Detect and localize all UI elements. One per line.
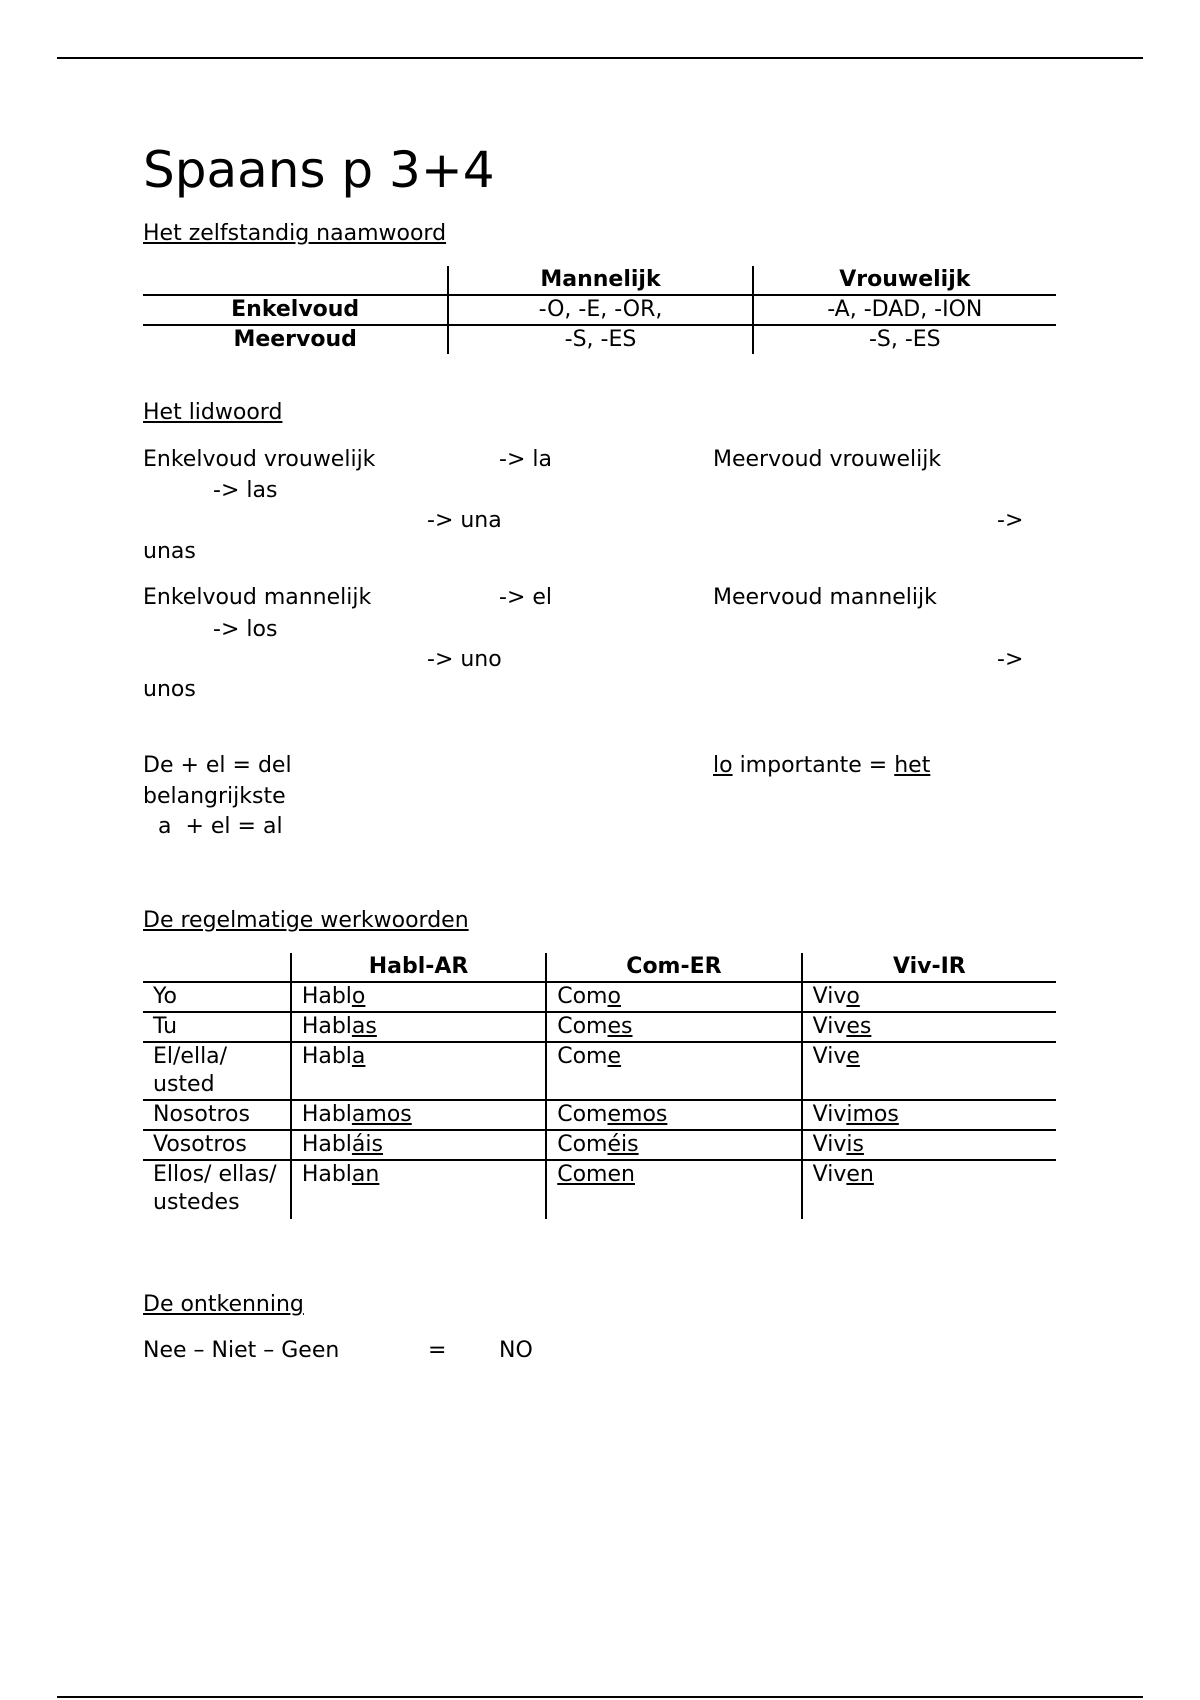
article-uno: -> uno bbox=[427, 647, 502, 672]
section-heading-noun: Het zelfstandig naamwoord bbox=[143, 221, 447, 246]
verb-stem: Habl bbox=[301, 1014, 352, 1039]
pronoun-cell: Vosotros bbox=[143, 1130, 291, 1160]
verb-ending: en bbox=[846, 1162, 874, 1187]
conjugation-cell bbox=[291, 1100, 546, 1130]
verb-ending: as bbox=[351, 1014, 377, 1039]
table-cell: -A, -DAD, -ION bbox=[753, 295, 1056, 325]
article-mv-vrouw: Meervoud vrouwelijk bbox=[713, 447, 942, 472]
verb-ending: imos bbox=[846, 1102, 899, 1127]
verb-stem: Viv bbox=[812, 1102, 847, 1127]
table-row bbox=[143, 325, 1056, 354]
conjugation-cell bbox=[291, 1012, 546, 1042]
table-header-er: Com-ER bbox=[546, 953, 801, 982]
lo-word: lo bbox=[713, 753, 733, 778]
verb-ending: a bbox=[351, 1044, 366, 1069]
table-header-mannelijk: Mannelijk bbox=[448, 266, 752, 295]
importante-text: importante = bbox=[732, 753, 895, 778]
verb-stem: Com bbox=[557, 1014, 608, 1039]
table-header-vrouwelijk: Vrouwelijk bbox=[753, 266, 1056, 295]
conjugation-cell bbox=[291, 1160, 546, 1219]
article-las: -> las bbox=[213, 478, 278, 503]
contraction-del: De + el = del bbox=[143, 753, 292, 778]
article-unas: unas bbox=[143, 539, 196, 564]
conjugation-cell bbox=[802, 982, 1056, 1012]
pronoun-cell: Nosotros bbox=[143, 1100, 291, 1130]
verb-stem: Habl bbox=[301, 1162, 352, 1187]
page-title: Spaans p 3+4 bbox=[143, 141, 495, 199]
table-header bbox=[143, 953, 291, 982]
article-mv-man: Meervoud mannelijk bbox=[713, 585, 937, 610]
table-row bbox=[143, 953, 1056, 982]
verb-ending: emos bbox=[607, 1102, 668, 1127]
verb-stem: Viv bbox=[812, 1132, 847, 1157]
conjugation-cell bbox=[291, 1042, 546, 1100]
row-label: Enkelvoud bbox=[143, 295, 448, 325]
row-label: Meervoud bbox=[233, 327, 357, 352]
table-cell: -S, -ES bbox=[753, 325, 1056, 354]
conjugation-cell bbox=[291, 1130, 546, 1160]
verb-ending: an bbox=[351, 1162, 380, 1187]
verb-stem: Com bbox=[557, 984, 608, 1009]
section-heading-verbs: De regelmatige werkwoorden bbox=[143, 908, 469, 933]
verb-stem: Habl bbox=[301, 1044, 352, 1069]
verb-stem: Viv bbox=[812, 984, 847, 1009]
conjugation-cell bbox=[802, 1012, 1056, 1042]
table-header-ar: Habl-AR bbox=[291, 953, 546, 982]
table-row bbox=[143, 982, 1056, 1012]
verb-ending: o bbox=[846, 984, 860, 1009]
table-row bbox=[143, 266, 1056, 295]
verb-ending: es bbox=[607, 1014, 633, 1039]
article-la: -> la bbox=[499, 447, 552, 472]
negation-equals: = bbox=[428, 1338, 447, 1363]
article-unos: unos bbox=[143, 677, 196, 702]
conjugation-cell bbox=[802, 1130, 1056, 1160]
verb-ending: áis bbox=[351, 1132, 383, 1157]
verb-stem: Habl bbox=[301, 1102, 352, 1127]
table-row bbox=[143, 1100, 1056, 1130]
conjugation-cell bbox=[546, 1160, 801, 1219]
table-cell: -O, -E, -OR, bbox=[448, 295, 752, 325]
pronoun-cell: Ellos/ ellas/ ustedes bbox=[153, 1162, 277, 1215]
verb-ending: éis bbox=[607, 1132, 639, 1157]
belangrijkste-text: belangrijkste bbox=[143, 784, 286, 809]
verb-stem: Habl bbox=[301, 1132, 352, 1157]
table-row bbox=[143, 1160, 1056, 1219]
verb-stem: Com bbox=[557, 1132, 608, 1157]
conjugation-cell bbox=[546, 1042, 801, 1100]
het-word: het bbox=[894, 753, 931, 778]
verb-stem: Viv bbox=[812, 1014, 847, 1039]
section-heading-article: Het lidwoord bbox=[143, 400, 283, 425]
table-row bbox=[143, 1130, 1056, 1160]
verb-ending: o bbox=[607, 984, 621, 1009]
conjugation-cell bbox=[802, 1160, 1056, 1219]
conjugation-cell bbox=[802, 1100, 1056, 1130]
article-ev-man: Enkelvoud mannelijk bbox=[143, 585, 372, 610]
pronoun-cell: El/ella/ usted bbox=[143, 1042, 291, 1100]
section-heading-negation: De ontkenning bbox=[143, 1292, 304, 1317]
negation-words: Nee – Niet – Geen bbox=[143, 1338, 340, 1363]
pronoun-cell: Tu bbox=[143, 1012, 291, 1042]
conjugation-cell bbox=[546, 1012, 801, 1042]
article-arrow: -> bbox=[997, 508, 1024, 533]
article-una: -> una bbox=[427, 508, 502, 533]
table-row bbox=[143, 1042, 1056, 1100]
verb-ending: e bbox=[846, 1044, 860, 1069]
top-rule bbox=[57, 57, 1143, 59]
negation-no: NO bbox=[499, 1338, 533, 1363]
article-los: -> los bbox=[213, 617, 278, 642]
verb-ending: es bbox=[846, 1014, 872, 1039]
article-arrow: -> bbox=[997, 647, 1024, 672]
contraction-al: a + el = al bbox=[158, 814, 283, 839]
conjugation-cell bbox=[802, 1042, 1056, 1100]
verb-table bbox=[143, 953, 1056, 1219]
verb-stem: Viv bbox=[812, 1162, 847, 1187]
table-header-ir: Viv-IR bbox=[802, 953, 1056, 982]
verb-ending: is bbox=[846, 1132, 864, 1157]
table-row bbox=[143, 1012, 1056, 1042]
pronoun-cell: Yo bbox=[143, 982, 291, 1012]
noun-table bbox=[143, 266, 1056, 354]
verb-stem: Com bbox=[557, 1044, 608, 1069]
verb-stem: Com bbox=[557, 1102, 608, 1127]
article-ev-vrouw: Enkelvoud vrouwelijk bbox=[143, 447, 376, 472]
verb-stem: Habl bbox=[301, 984, 352, 1009]
verb-ending: amos bbox=[351, 1102, 412, 1127]
table-cell: -S, -ES bbox=[448, 325, 752, 354]
bottom-rule bbox=[57, 1696, 1143, 1698]
conjugation-cell bbox=[546, 982, 801, 1012]
conjugation-cell bbox=[546, 1100, 801, 1130]
verb-ending: e bbox=[607, 1044, 622, 1069]
table-row bbox=[143, 295, 1056, 325]
verb-ending: o bbox=[351, 984, 366, 1009]
verb-ending: Comen bbox=[557, 1162, 635, 1187]
verb-stem: Viv bbox=[812, 1044, 847, 1069]
article-el: -> el bbox=[499, 585, 553, 610]
table-header bbox=[143, 266, 448, 295]
conjugation-cell bbox=[546, 1130, 801, 1160]
lo-importante bbox=[713, 751, 930, 781]
conjugation-cell bbox=[291, 982, 546, 1012]
